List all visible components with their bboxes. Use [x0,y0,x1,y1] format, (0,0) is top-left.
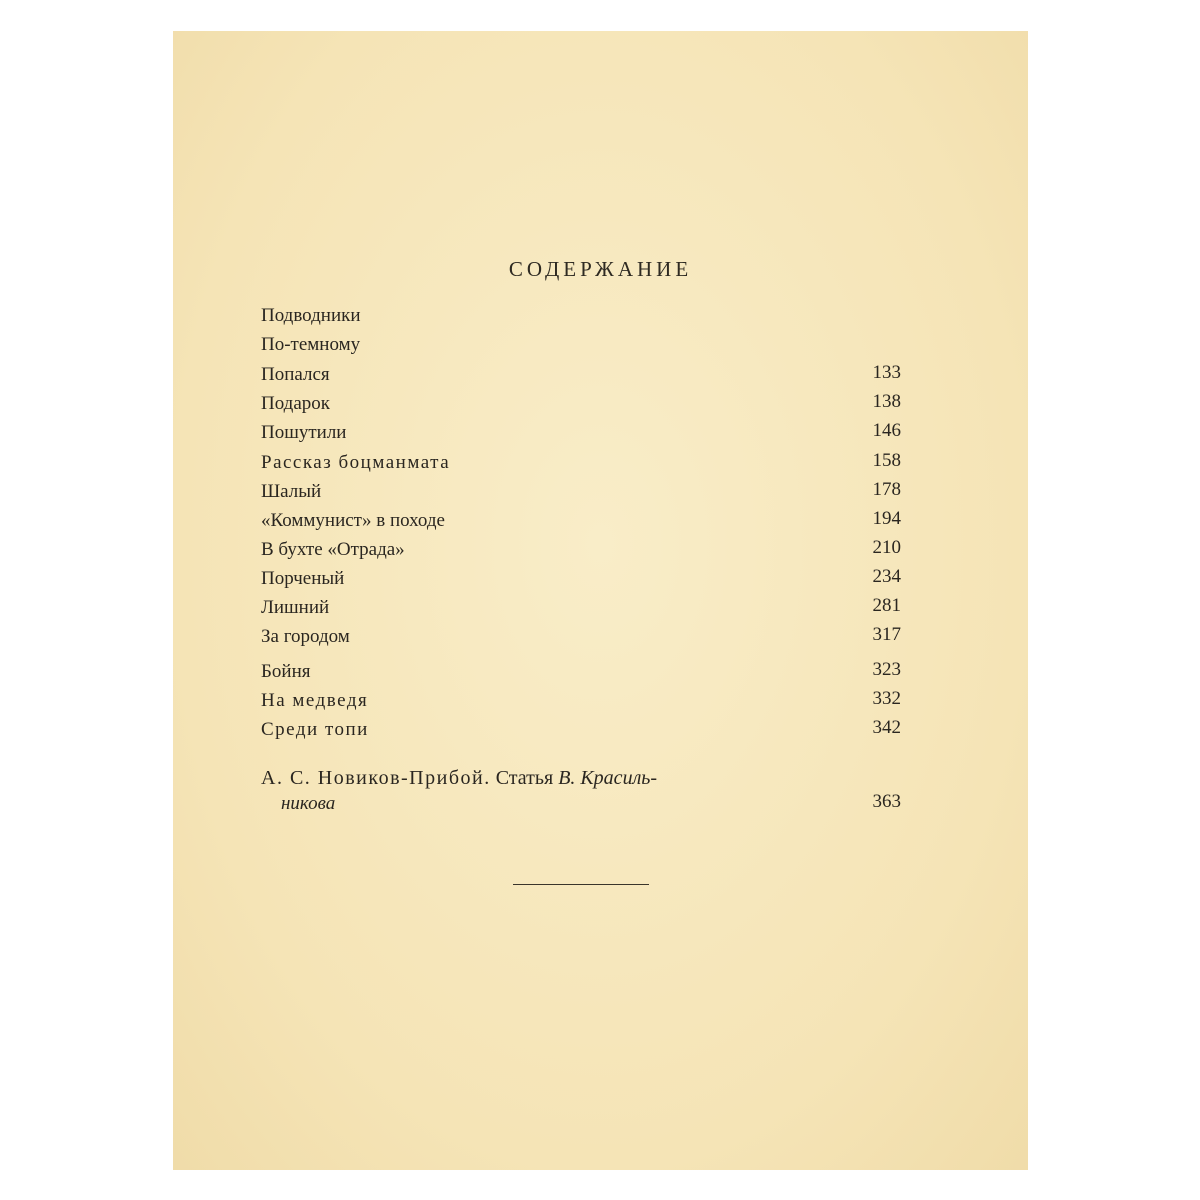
article-word: Статья [495,767,554,789]
entry-page: 138 [872,391,901,412]
toc-entry [261,334,901,360]
toc-entry [261,661,901,687]
toc-entry [261,568,901,594]
entry-title: Рассказ боцманмата [261,452,451,473]
entry-title: «Коммунист» в походе [261,510,445,531]
table-of-contents [173,31,1028,1170]
dot-leader [388,393,827,419]
entry-title: За городом [261,626,350,647]
dot-leader [388,568,827,594]
toc-entry [261,510,901,536]
dot-leader [388,422,827,448]
entry-title: Пошутили [261,422,347,443]
entry-title: По-темному [261,334,361,355]
entry-page: 210 [872,537,901,558]
entry-title: Попался [261,364,330,385]
entry-page: 158 [872,450,901,471]
toc-entry [261,452,901,478]
entry-title: На медведя [261,690,369,711]
dot-leader [413,719,827,745]
dot-leader [437,305,827,331]
dot-leader [538,510,827,536]
section-divider [513,884,649,885]
toc-article-line2 [261,793,901,819]
entry-title: Подарок [261,393,331,414]
entry-page: 363 [872,791,901,812]
dot-leader [338,481,827,507]
toc-entry [261,305,901,331]
toc-entry [261,597,901,623]
entry-page: 133 [872,362,901,383]
toc-entry [261,422,901,448]
entry-title: В бухте «Отрада» [261,539,405,560]
entry-page: 146 [872,420,901,441]
entry-page: 323 [872,659,901,680]
dot-leader [413,690,827,716]
toc-article-line1 [261,767,901,793]
entry-page: 317 [872,624,901,645]
dot-leader [388,597,827,623]
toc-entry [261,690,901,716]
book-page [173,31,1028,1170]
entry-title: Бойня [261,661,311,682]
toc-entry [261,393,901,419]
dot-leader [363,661,827,687]
toc-entry [261,481,901,507]
entry-page: 342 [872,717,901,738]
toc-entry [261,539,901,565]
entry-title: Шалый [261,481,322,502]
dot-leader [388,793,827,819]
entry-page: 194 [872,508,901,529]
entry-page: 178 [872,479,901,500]
dot-leader [431,334,827,360]
entry-page: 234 [872,566,901,587]
entry-title: Подводники [261,305,361,326]
entry-title: Порченый [261,568,345,589]
dot-leader [488,539,827,565]
article-critic: В. Красиль- [558,767,658,789]
article-critic-continued: никова [281,793,336,814]
article-author: А. С. Новиков-Прибой. [261,767,491,789]
entry-page: 332 [872,688,901,709]
dot-leader [513,452,827,478]
entry-title: Среди топи [261,719,369,740]
dot-leader [388,626,827,652]
entry-page: 281 [872,595,901,616]
page-title: СОДЕРЖАНИЕ [508,257,693,281]
entry-title: Лишний [261,597,330,618]
toc-entry [261,626,901,652]
toc-entry [261,719,901,745]
toc-entry [261,364,901,390]
dot-leader [388,364,827,390]
